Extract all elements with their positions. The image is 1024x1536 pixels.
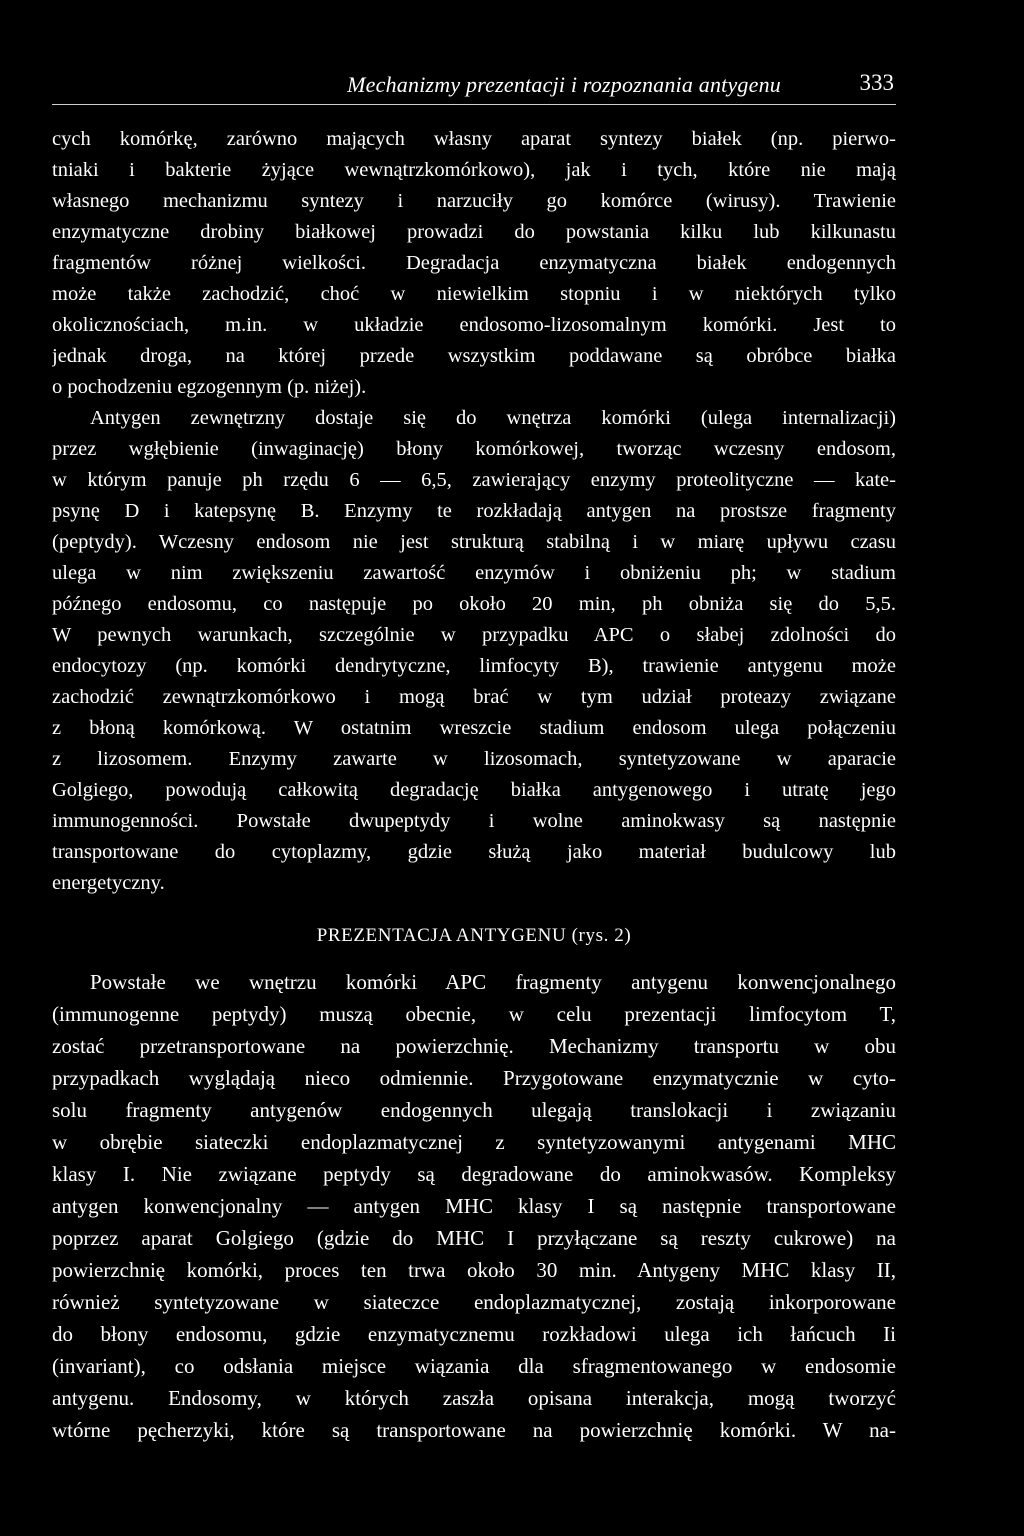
section-heading: PREZENTACJA ANTYGENU (rys. 2) [316,925,632,946]
text-line: transportowane do cytoplazmy, gdzie służą jako materiał budulcowy lub [52,841,896,863]
text-line: cych komórkę, zarówno mających własny aparat syntezy białek (np. pierwo- [52,128,896,150]
text-line: w obrębie siateczki endoplazmatycznej z syntetyzowanymi antygenami MHC [52,1130,896,1154]
text-line: psynę D i katepsynę B. Enzymy te rozkładają antygen na prostsze fragmenty [52,500,896,522]
text-line: ulega w nim zwiększeniu zawartość enzymów i obniżeniu ph; w stadium [52,562,896,584]
text-line: w którym panuje ph rzędu 6 — 6,5, zawierający enzymy proteolityczne — kate- [52,469,896,491]
text-line: (peptydy). Wczesny endosom nie jest strukturą stabilną i w miarę upływu czasu [52,531,896,553]
paragraph-continuation [52,124,896,403]
paragraph-antigen-internalization [52,403,896,899]
text-line: energetyczny. [52,872,165,894]
text-line: (invariant), co odsłania miejsce wiązania dla sfragmentowanego w endosomie [52,1354,896,1378]
text-line: tniaki i bakterie żyjące wewnątrzkomórkowo), jak i tych, które nie mają [52,159,896,181]
text-line: endocytozy (np. komórki dendrytyczne, limfocyty B), trawienie antygenu może [52,655,896,677]
text-line: późnego endosomu, co następuje po około 20 min, ph obniża się do 5,5. [52,593,896,615]
text-line: również syntetyzowane w siateczce endoplazmatycznej, zostają inkorporowane [52,1290,896,1314]
text-line: własnego mechanizmu syntezy i narzuciły go komórce (wirusy). Trawienie [52,190,896,212]
text-line: może także zachodzić, choć w niewielkim stopniu i w niektórych tylko [52,283,896,305]
text-line: do błony endosomu, gdzie enzymatycznemu rozkładowi ulega ich łańcuch Ii [52,1322,896,1346]
text-line: powierzchnię komórki, proces ten trwa około 30 min. Antygeny MHC klasy II, [52,1258,896,1282]
page-number: 333 [859,70,894,95]
text-line: wtórne pęcherzyki, które są transportowane na powierzchnię komórki. W na- [52,1418,896,1442]
text-line: jednak droga, na której przede wszystkim poddawane są obróbce białka [52,345,896,367]
text-line: immunogenności. Powstałe dwupeptydy i wolne aminokwasy są następnie [52,810,896,832]
text-line: okolicznościach, m.in. w układzie endosomo-lizosomalnym komórki. Jest to [52,314,896,336]
text-line: z błoną komórkową. W ostatnim wreszcie stadium endosom ulega połączeniu [52,717,896,739]
book-page [52,0,896,1536]
text-line: klasy I. Nie związane peptydy są degradowane do aminokwasów. Kompleksy [52,1162,896,1186]
running-header [52,68,896,108]
text-line: Golgiego, powodują całkowitą degradację białka antygenowego i utratę jego [52,779,896,801]
text-line: Antygen zewnętrzny dostaje się do wnętrza komórki (ulega internalizacji) [90,407,896,429]
text-line: Powstałe we wnętrzu komórki APC fragmenty antygenu konwencjonalnego [90,970,896,994]
text-line: zostać przetransportowane na powierzchnię. Mechanizmy transportu w obu [52,1034,896,1058]
header-rule [52,104,896,105]
running-title: Mechanizmy prezentacji i rozpoznania antygenu [347,72,781,97]
text-line: antygenu. Endosomy, w których zaszła opisana interakcja, mogą tworzyć [52,1386,896,1410]
text-line: antygen konwencjonalny — antygen MHC klasy I są następnie transportowane [52,1194,896,1218]
text-line: zachodzić zewnątrzkomórkowo i mogą brać w tym udział proteazy związane [52,686,896,708]
section-body [52,966,896,1446]
text-line: poprzez aparat Golgiego (gdzie do MHC I przyłączane są reszty cukrowe) na [52,1226,896,1250]
body-text [52,124,896,899]
text-line: enzymatyczne drobiny białkowej prowadzi do powstania kilku lub kilkunastu [52,221,896,243]
text-line: przez wgłębienie (inwaginację) błony komórkowej, tworząc wczesny endosom, [52,438,896,460]
text-line: z lizosomem. Enzymy zawarte w lizosomach, syntetyzowane w aparacie [52,748,896,770]
text-line: przypadkach wyglądają nieco odmiennie. Przygotowane enzymatycznie w cyto- [52,1066,896,1090]
text-line: solu fragmenty antygenów endogennych ulegają translokacji i związaniu [52,1098,896,1122]
text-line: W pewnych warunkach, szczególnie w przypadku APC o słabej zdolności do [52,624,896,646]
text-line: (immunogenne peptydy) muszą obecnie, w celu prezentacji limfocytom T, [52,1002,896,1026]
text-line: o pochodzeniu egzogennym (p. niżej). [52,376,367,398]
text-line: fragmentów różnej wielkości. Degradacja enzymatyczna białek endogennych [52,252,896,274]
